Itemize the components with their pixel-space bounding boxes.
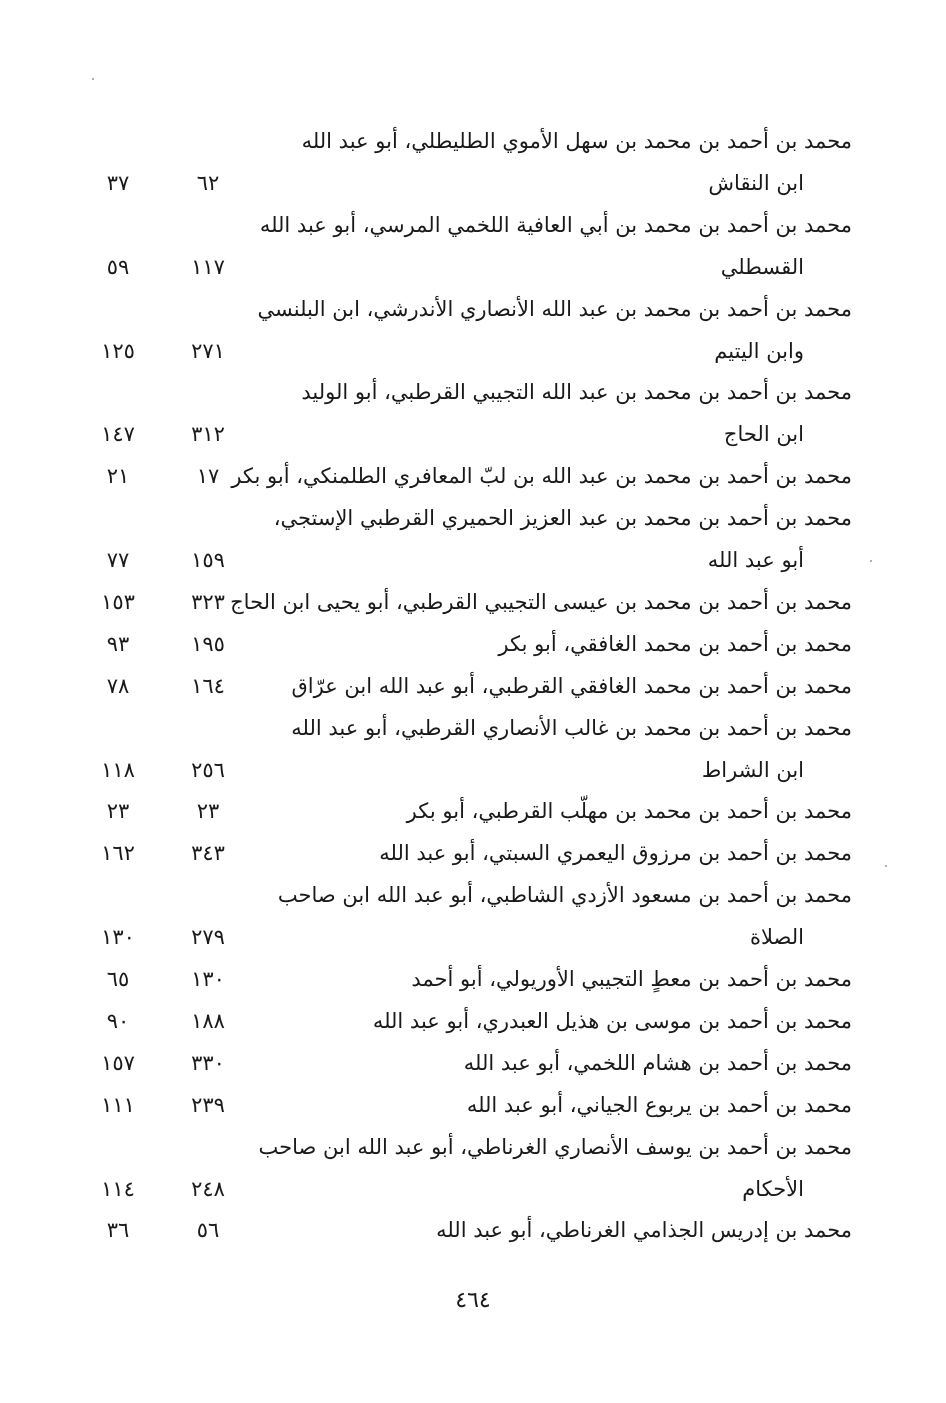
entry-name-continuation: الصلاة <box>750 925 804 950</box>
entry-name-continuation: أبو عبد الله <box>707 548 804 572</box>
entry-name: محمد بن أحمد بن محمد بن سهل الأموي الطليطلي، أبو عبد الله <box>301 129 852 153</box>
entry-name-continuation: ابن النقاش <box>708 170 804 195</box>
entry-name: محمد بن أحمد بن محمد بن أبي العافية اللخمي المرسي، أبو عبد الله <box>259 212 852 237</box>
entry-serial-number: ٦٥ <box>106 967 130 991</box>
entry-page-number: ١١٧ <box>191 254 225 279</box>
entry-serial-number: ٧٨ <box>106 673 130 698</box>
entry-name: محمد بن أحمد بن محمد بن مهلّب القرطبي، أبو بكر <box>406 799 852 824</box>
entry-serial-number: ٥٩ <box>106 254 130 279</box>
entry-name: محمد بن أحمد بن مسعود الأزدي الشاطبي، أبو عبد الله ابن صاحب <box>277 883 852 908</box>
entry-page-number: ٢٥٦ <box>191 757 225 782</box>
entry-page-number: ٥٦ <box>196 1218 220 1243</box>
entry-serial-number: ١٤٧ <box>101 422 135 447</box>
entry-name-continuation: ابن الشراط <box>701 757 804 782</box>
entry-name: محمد بن أحمد بن مرزوق اليعمري السبتي، أبو عبد الله <box>379 841 852 866</box>
page-number: ٤٦٤ <box>455 1288 491 1313</box>
entry-page-number: ٦٢ <box>196 170 220 195</box>
entry-name: محمد بن أحمد بن يوسف الأنصاري الغرناطي، أبو عبد الله ابن صاحب <box>258 1134 852 1159</box>
entry-page-number: ٣٤٣ <box>191 841 225 866</box>
entry-name: محمد بن أحمد بن هشام اللخمي، أبو عبد الله <box>463 1050 852 1075</box>
entry-page-number: ١٥٩ <box>191 548 225 572</box>
entry-serial-number: ١١١ <box>101 1092 135 1117</box>
entry-page-number: ٢٤٨ <box>191 1176 225 1201</box>
entry-page-number: ١٣٠ <box>191 967 225 991</box>
entry-serial-number: ١٥٧ <box>101 1050 135 1075</box>
entry-name: محمد بن أحمد بن محمد بن عبد الله الأنصاري الأندرشي، ابن البلنسي <box>257 296 852 321</box>
entry-serial-number: ٢٣ <box>106 799 130 824</box>
entry-serial-number: ١٢٥ <box>101 338 135 363</box>
entry-serial-number: ٧٧ <box>106 548 130 572</box>
entry-name: محمد بن أحمد بن يربوع الجياني، أبو عبد الله <box>466 1092 852 1117</box>
entry-serial-number: ٩٣ <box>106 631 130 656</box>
entry-serial-number: ٢١ <box>106 464 130 489</box>
scan-speck <box>870 560 872 562</box>
entry-page-number: ٣٢٣ <box>191 589 225 614</box>
entry-name: محمد بن أحمد بن محمد بن غالب الأنصاري القرطبي، أبو عبد الله <box>291 715 852 740</box>
entry-name: محمد بن أحمد بن معطٍ التجيبي الأوريولي، أبو أحمد <box>411 967 852 991</box>
entry-name: محمد بن إدريس الجذامي الغرناطي، أبو عبد الله <box>436 1218 852 1243</box>
entry-name: محمد بن أحمد بن محمد الغافقي القرطبي، أبو عبد الله ابن عرّاق <box>291 673 852 698</box>
entry-serial-number: ٣٧ <box>106 170 130 195</box>
entry-serial-number: ١٦٢ <box>101 841 135 866</box>
entry-name-continuation: الأحكام <box>742 1176 804 1201</box>
entry-page-number: ١٧ <box>196 464 220 489</box>
entry-page-number: ٢٣٩ <box>191 1092 225 1117</box>
entry-name-continuation: ابن الحاج <box>723 422 804 447</box>
entry-name: محمد بن أحمد بن محمد بن عبد العزيز الحميري القرطبي الإستجي، <box>273 506 852 531</box>
entry-page-number: ٢٧٩ <box>191 925 225 950</box>
entry-page-number: ١٩٥ <box>191 631 225 656</box>
entry-serial-number: ٩٠ <box>106 1008 130 1033</box>
entry-page-number: ١٨٨ <box>191 1008 225 1033</box>
entry-name-continuation: القسطلي <box>720 254 804 279</box>
entry-name: محمد بن أحمد بن موسى بن هذيل العبدري، أبو عبد الله <box>372 1008 852 1033</box>
entry-page-number: ٢٣ <box>196 799 220 824</box>
entry-name-continuation: وابن اليتيم <box>714 338 804 363</box>
entry-serial-number: ١٣٠ <box>101 925 135 950</box>
entry-page-number: ٣١٢ <box>191 422 225 447</box>
entry-serial-number: ٣٦ <box>106 1218 130 1243</box>
entry-page-number: ١٦٤ <box>191 673 225 698</box>
entry-name: محمد بن أحمد بن محمد بن عبد الله التجيبي القرطبي، أبو الوليد <box>301 380 852 405</box>
entry-serial-number: ١٥٣ <box>101 589 135 614</box>
scan-speck <box>885 865 887 867</box>
entry-name: محمد بن أحمد بن محمد بن عيسى التجيبي القرطبي، أبو يحيى ابن الحاج <box>230 589 852 614</box>
scan-speck <box>92 78 94 80</box>
entry-name: محمد بن أحمد بن محمد بن عبد الله بن لبّ المعافري الطلمنكي، أبو بكر <box>231 464 852 489</box>
entry-serial-number: ١١٨ <box>101 757 135 782</box>
entry-serial-number: ١١٤ <box>101 1176 135 1201</box>
entry-page-number: ٣٣٠ <box>191 1050 225 1075</box>
entry-name: محمد بن أحمد بن محمد الغافقي، أبو بكر <box>498 631 852 656</box>
entry-page-number: ٢٧١ <box>191 338 225 363</box>
